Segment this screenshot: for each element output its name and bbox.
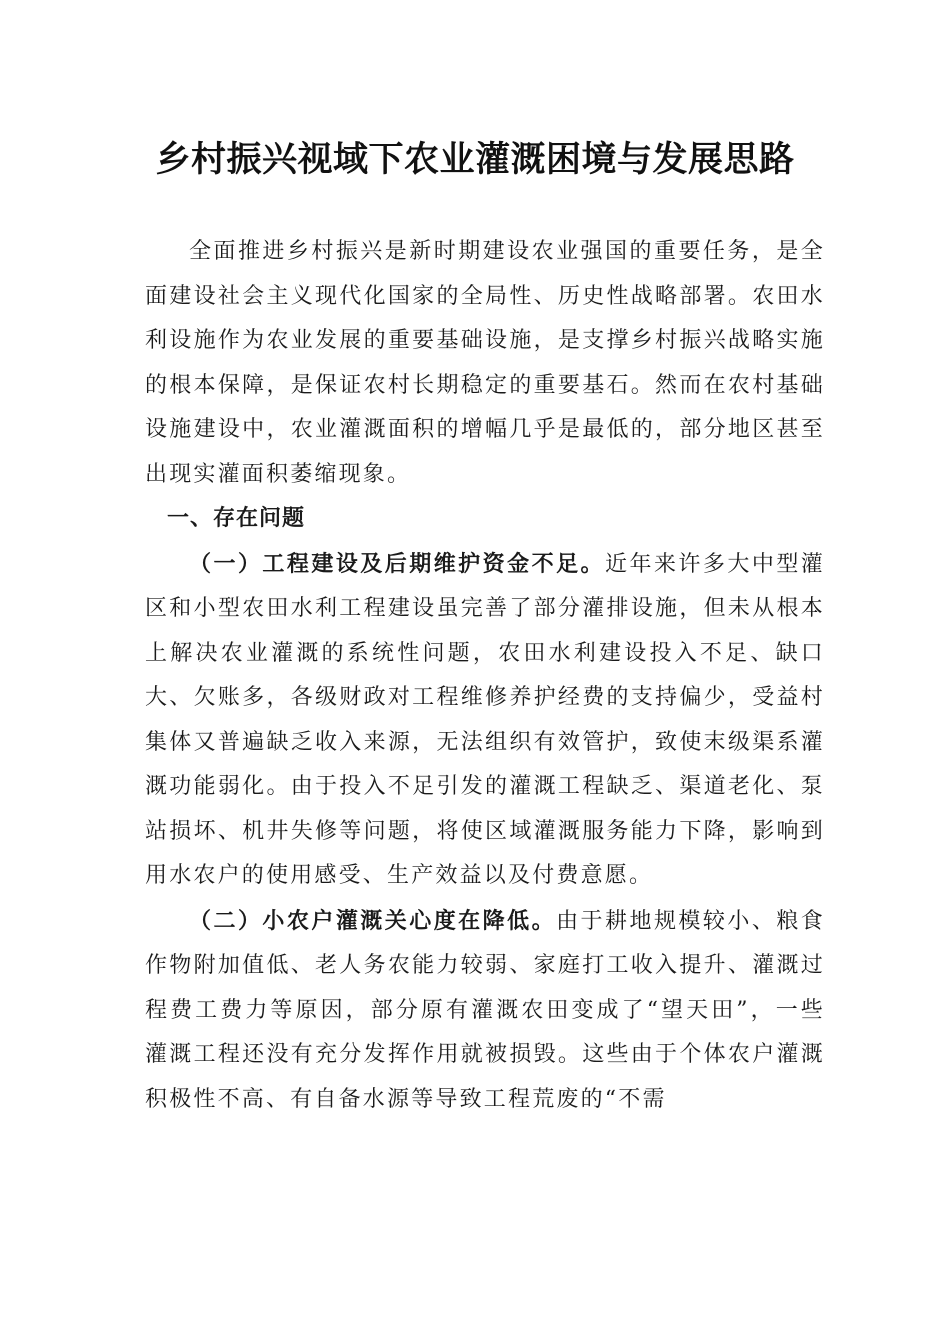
document-body (145, 230, 825, 1122)
paragraph-item-2 (145, 899, 825, 1123)
section-heading: 一、存在问题 (167, 506, 306, 531)
paragraph-item-1-lead: （一）工程建设及后期维护资金不足。 (189, 550, 606, 577)
paragraph-item-1 (145, 542, 825, 899)
document-title: 乡村振兴视域下农业灌溉困境与发展思路 (155, 139, 795, 180)
paragraph-item-2-lead: （二）小农户灌溉关心度在降低。 (189, 907, 557, 934)
paragraph-item-1-text: 近年来许多大中型灌区和小型农田水利工程建设虽完善了部分灌排设施，但未从根本上解决农业灌溉的系统性问题，农田水利建设投入不足、缺口大、欠账多，各级财政对工程维修养护经费的支持偏少，受益村集体又普遍缺乏收入来源，无法组织有效管护，致使末级渠系灌溉功能弱化。由于投入不足引发的灌溉工程缺乏、渠道老化、泵站损坏、机井失修等问题，将使区域灌溉服务能力下降，影响到用水农户的使用感受、生产效益以及付费意愿。 (145, 551, 825, 888)
paragraph-item-2-text: 由于耕地规模较小、粮食作物附加值低、老人务农能力较弱、家庭打工收入提升、灌溉过程费工费力等原因，部分原有灌溉农田变成了“望天田”，一些灌溉工程还没有充分发挥作用就被损毁。这些由于个体农户灌溉积极性不高、有自备水源等导致工程荒废的“不需 (145, 908, 825, 1112)
intro-paragraph: 全面推进乡村振兴是新时期建设农业强国的重要任务，是全面建设社会主义现代化国家的全局性、历史性战略部署。农田水利设施作为农业发展的重要基础设施，是支撑乡村振兴战略实施的根本保障，是保证农村长期稳定的重要基石。然而在农村基础设施建设中，农业灌溉面积的增幅几乎是最低的，部分地区甚至出现实灌面积萎缩现象。 (145, 239, 825, 487)
